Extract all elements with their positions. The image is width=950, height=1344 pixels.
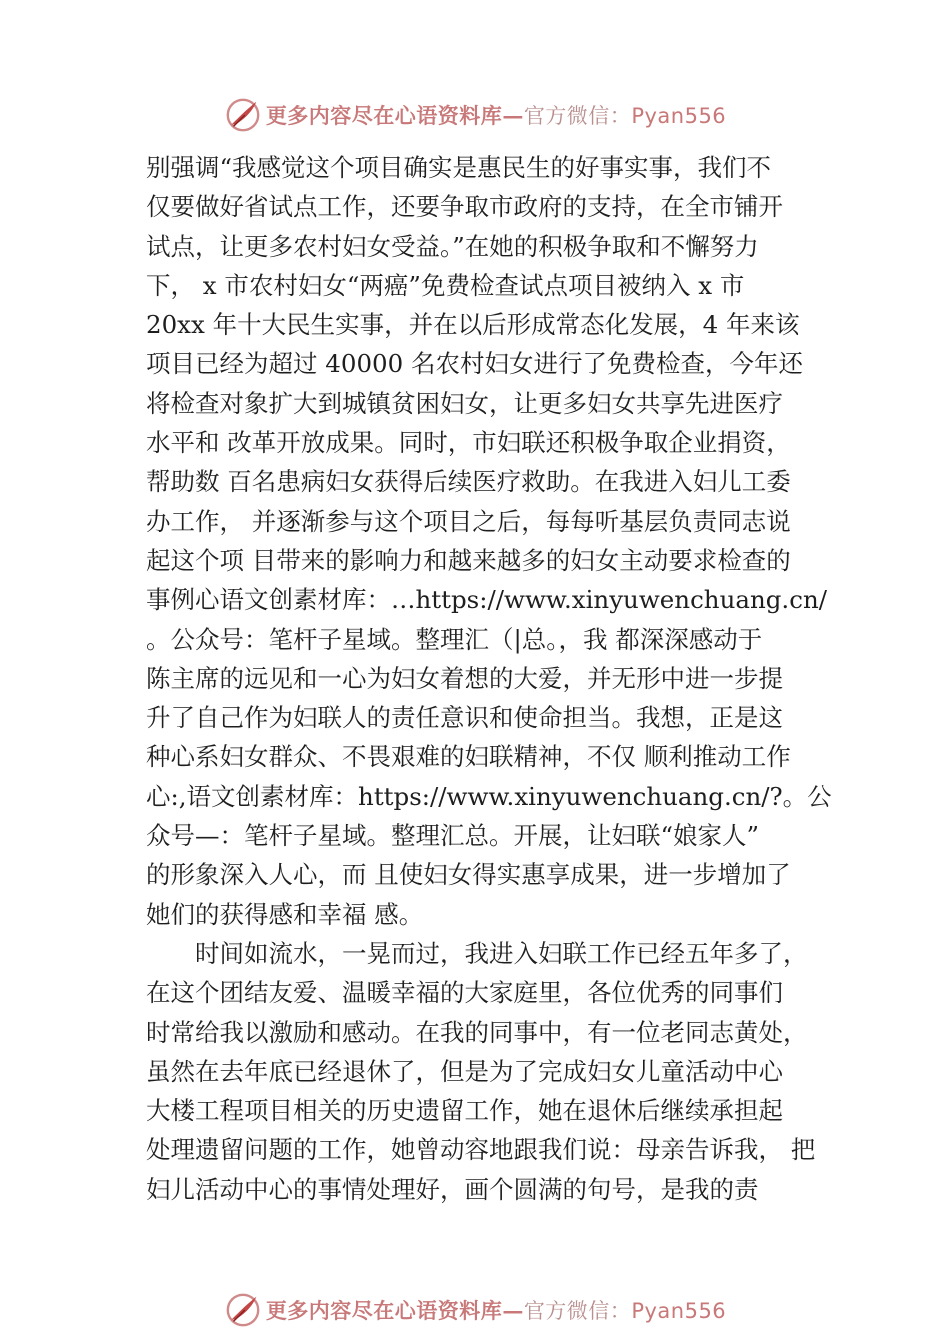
body-line: 项目已经为超过 40000 名农村妇女进行了免费检查，今年还 [146,349,804,379]
body-line: 大楼工程项目相关的历史遗留工作，她在退休后继续承担起 [146,1096,783,1126]
body-line: 事例心语文创素材库：…https://www.xinyuwenchuang.cn/ [146,585,827,615]
body-line: 将检查对象扩大到城镇贫困妇女，让更多妇女共享先进医疗 [146,388,783,418]
body-line: 别强调“我感觉这个项目确实是惠民生的好事实事，我们不 [146,153,772,182]
quill-logo-icon [224,96,262,134]
header-banner [0,95,950,135]
body-line: 办工作， 并逐渐参与这个项目之后，每每听基层负责同志说 [146,506,791,536]
body-line: 仅要做好省试点工作，还要争取市政府的支持，在全市铺开 [146,192,783,222]
body-line: 帮助数 百名患病妇女获得后续医疗救助。在我进入妇儿工委 [146,467,791,497]
header-banner-dash: — [502,103,524,128]
body-line: 处理遗留问题的工作，她曾动容地跟我们说：母亲告诉我， 把 [146,1135,816,1165]
header-banner-wechat-label: 官方微信： [523,104,632,128]
body-line: 心:,语文创素材库：https://www.xinyuwenchuang.cn/?。公 [146,781,832,811]
body-line: 种心系妇女群众、不畏艰难的妇联精神，不仅 顺利推动工作 [146,742,791,772]
footer-banner-text [266,1295,726,1325]
footer-banner-wechat-id: Pyan556 [631,1299,727,1323]
body-line: 水平和 改革开放成果。同时，市妇联还积极争取企业捐资， [146,428,791,458]
body-line: 试点，让更多农村妇女受益。”在她的积极争取和不懈努力 [146,231,759,261]
body-line: 下， x 市农村妇女“两癌”免费检查试点项目被纳入 x 市 [146,270,745,300]
footer-banner-main: 更多内容尽在心语资料库 [265,1298,503,1323]
body-line: 在这个团结友爱、温暖幸福的大家庭里，各位优秀的同事们 [146,978,783,1008]
body-line: 众号—：笔杆子星域。整理汇总。开展，让妇联“娘家人” [146,821,760,851]
body-line: 20xx 年十大民生实事，并在以后形成常态化发展，4 年来该 [146,310,800,340]
body-line: 她们的获得感和幸福 感。 [146,899,424,929]
body-line: 的形象深入人心，而 且使妇女得实惠享成果，进一步增加了 [146,860,791,890]
body-line: 虽然在去年底已经退休了，但是为了完成妇女儿童活动中心 [146,1056,783,1086]
quill-logo-icon [224,1291,262,1329]
body-line: 妇儿活动中心的事情处理好，画个圆满的句号，是我的责 [146,1174,759,1204]
footer-banner-dash: — [502,1298,524,1323]
header-banner-main: 更多内容尽在心语资料库 [265,103,503,128]
body-line: 起这个项 目带来的影响力和越来越多的妇女主动要求检查的 [146,545,791,575]
body-line: 时常给我以激励和感动。在我的同事中，有一位老同志黄处， [146,1017,808,1047]
body-line: 。公众号：笔杆子星域。整理汇（|总。，我 都深深感动于 [146,624,763,654]
header-banner-wechat-id: Pyan556 [631,104,727,128]
body-line: 升了自己作为妇联人的责任意识和使命担当。我想，正是这 [146,703,783,733]
footer-banner [0,1290,950,1330]
body-line: 陈主席的远见和一心为妇女着想的大爱，并无形中进一步提 [146,663,783,693]
footer-banner-wechat-label: 官方微信： [523,1299,632,1323]
body-line: 时间如流水，一晃而过，我进入妇联工作已经五年多了， [146,938,808,968]
document-body [146,148,832,1209]
header-banner-text [266,100,726,130]
